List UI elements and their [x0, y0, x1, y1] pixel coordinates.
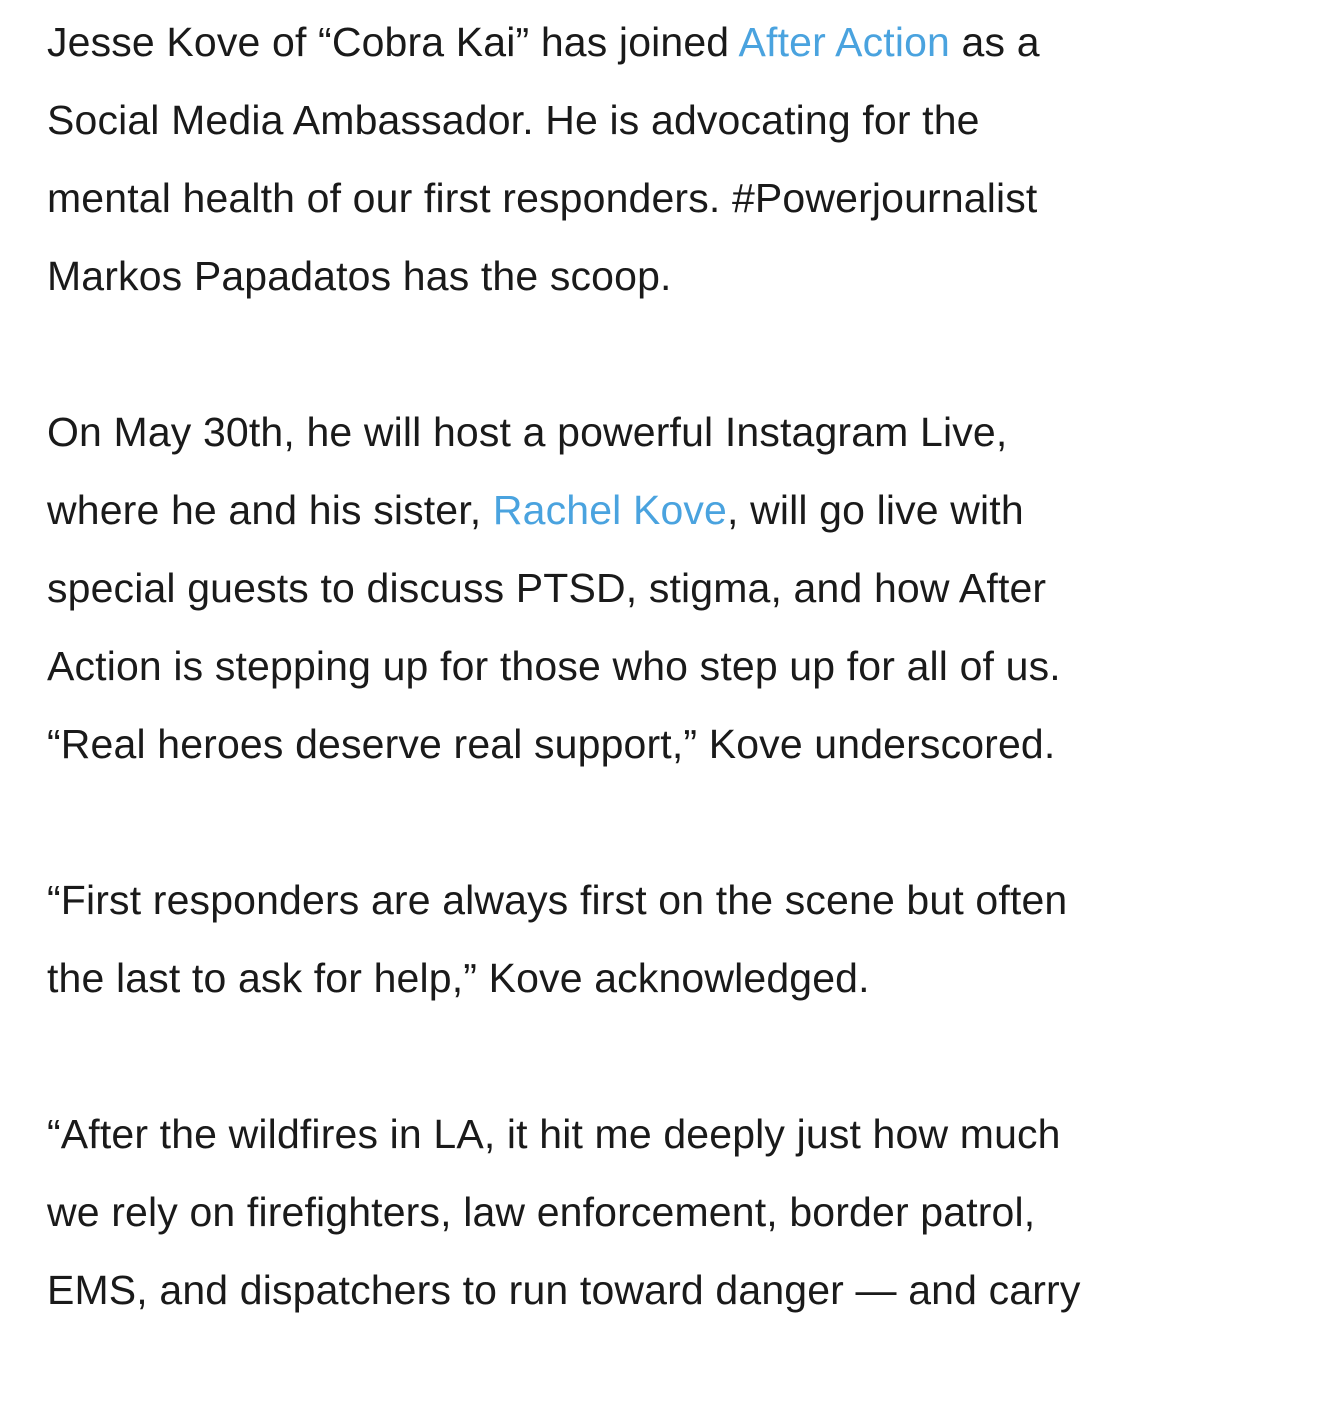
text-line: Action is stepping up for those who step up for all of us. — [47, 643, 1061, 689]
paragraph-first-responders-quote — [47, 861, 1287, 1017]
text-line — [47, 3, 1287, 81]
text-line: mental health of our first responders. #Powerjournalist — [47, 175, 1038, 221]
text-line: “Real heroes deserve real support,” Kove underscored. — [47, 721, 1056, 767]
text-segment: as a — [950, 19, 1040, 65]
text-line: On May 30th, he will host a powerful Instagram Live, — [47, 409, 1008, 455]
paragraph-intro — [47, 3, 1287, 315]
paragraph-wildfires-quote — [47, 1095, 1287, 1329]
text-line: Markos Papadatos has the scoop. — [47, 253, 672, 299]
text-line: “First responders are always first on the scene but often — [47, 877, 1068, 923]
text-segment: where he and his sister, — [47, 487, 493, 533]
text-segment: Jesse Kove of “Cobra Kai” has joined — [47, 19, 739, 65]
text-line: special guests to discuss PTSD, stigma, and how After — [47, 565, 1047, 611]
text-line: “After the wildfires in LA, it hit me deeply just how much — [47, 1111, 1061, 1157]
text-line: the last to ask for help,” Kove acknowledged. — [47, 955, 870, 1001]
article-body — [47, 3, 1287, 1407]
text-line — [47, 471, 1287, 549]
after-action-link[interactable]: After Action — [738, 19, 951, 65]
paragraph-instagram-live — [47, 393, 1287, 783]
text-line: we rely on firefighters, law enforcement, border patrol, — [47, 1189, 1036, 1235]
text-segment: , will go live with — [727, 487, 1024, 533]
text-line: EMS, and dispatchers to run toward danger — and carry — [47, 1267, 1081, 1313]
text-line: Social Media Ambassador. He is advocating for the — [47, 97, 980, 143]
rachel-kove-link[interactable]: Rachel Kove — [492, 487, 728, 533]
